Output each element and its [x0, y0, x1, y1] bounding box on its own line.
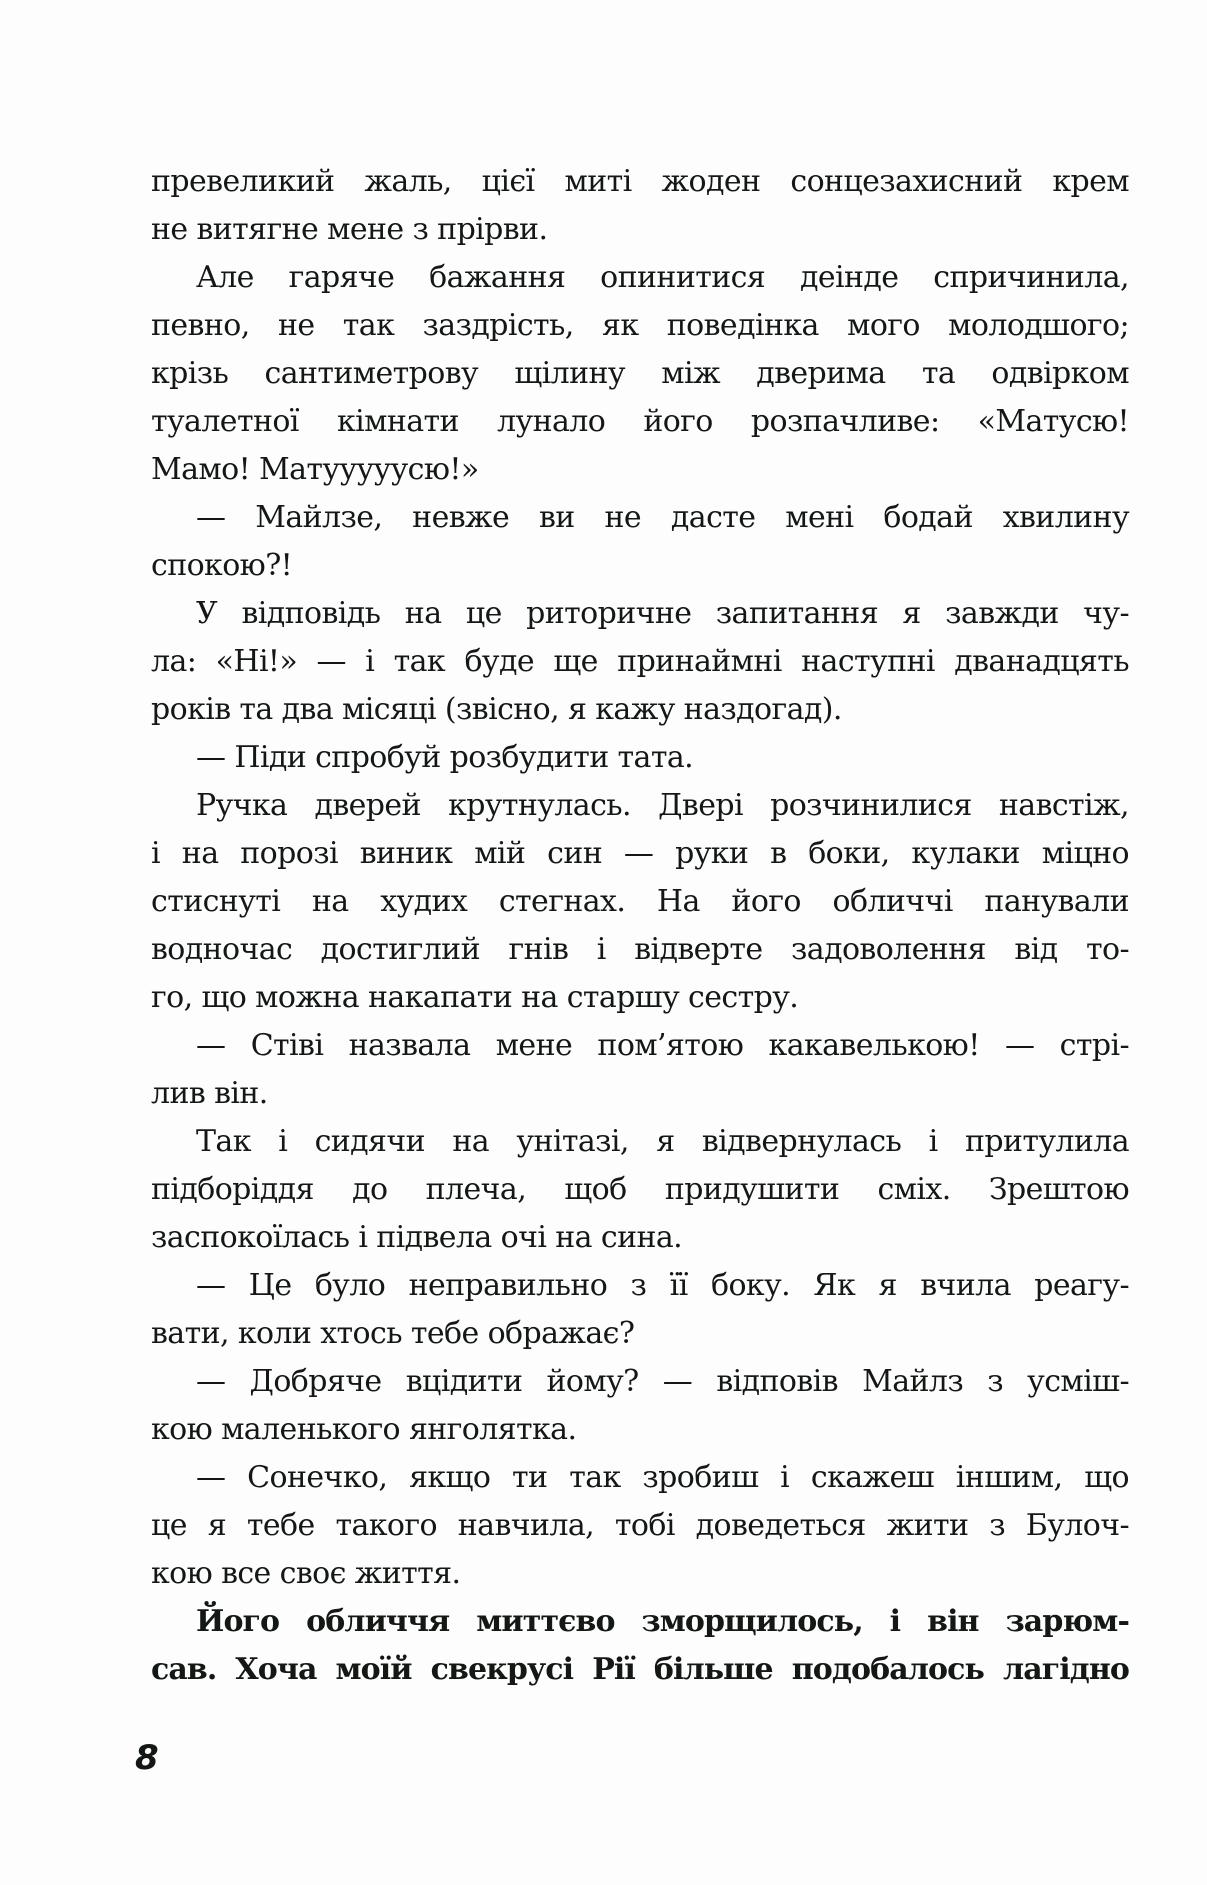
text-line: Мамо! Матууууусю!» — [151, 452, 479, 487]
text-line: не витягне мене з прірви. — [151, 212, 548, 247]
text-line: лив він. — [151, 1076, 268, 1111]
text-line: ла: «Ні!» — і так буде ще принаймні наступні дванадцять — [151, 644, 1129, 679]
text-line: сав. Хоча моїй свекрусі Рії більше подобалось лагідно — [151, 1652, 1129, 1687]
text-line: туалетної кімнати лунало його розпачливе: «Матусю! — [151, 404, 1129, 439]
text-line: і на порозі виник мій син — руки в боки, кулаки міцно — [151, 836, 1129, 871]
text-line: років та два місяці (звісно, я кажу наздогад). — [151, 692, 842, 727]
text-line: вати, коли хтось тебе ображає? — [151, 1316, 635, 1351]
dialogue-line: — Це було неправильно з її боку. Як я вчила реагу- — [196, 1268, 1129, 1303]
text-line: заспокоїлась і підвела очі на сина. — [151, 1220, 683, 1255]
text-line: спокою?! — [151, 548, 293, 583]
text-line: крізь сантиметрову щілину між дверима та одвірком — [151, 356, 1129, 391]
text-line: кою маленького янголятка. — [151, 1412, 577, 1447]
text-line: превеликий жаль, цієї миті жоден сонцезахисний крем — [151, 164, 1129, 199]
dialogue-line: — Добряче вцідити йому? — відповів Майлз з усміш- — [196, 1364, 1129, 1399]
paragraph-start-line: Так і сидячи на унітазі, я відвернулась і притулила — [196, 1124, 1129, 1159]
text-line: це я тебе такого навчила, тобі доведеться жити з Булоч- — [151, 1508, 1129, 1543]
dialogue-line: — Сонечко, якщо ти так зробиш і скажеш іншим, що — [196, 1460, 1129, 1495]
text-line: стиснуті на худих стегнах. На його обличчі панували — [151, 884, 1129, 919]
dialogue-line: — Піди спробуй розбудити тата. — [196, 740, 694, 775]
page-number: 8 — [135, 1738, 159, 1778]
paragraph-start-line: Ручка дверей крутнулась. Двері розчинилися навстіж, — [196, 788, 1129, 823]
paragraph-start-line: Його обличчя миттєво зморщилось, і він зарюм- — [196, 1604, 1129, 1639]
paragraph-start-line: Але гаряче бажання опинитися деінде спричинила, — [196, 260, 1129, 295]
text-line: певно, не так заздрість, як поведінка мого молодшого; — [151, 308, 1129, 343]
text-line: водночас достиглий гнів і відверте задоволення від то- — [151, 932, 1129, 967]
text-line: кою все своє життя. — [151, 1556, 461, 1591]
paragraph-start-line: У відповідь на це риторичне запитання я завжди чу- — [196, 596, 1129, 631]
text-line: підборіддя до плеча, щоб придушити сміх. Зрештою — [151, 1172, 1129, 1207]
dialogue-line: — Майлзе, невже ви не дасте мені бодай хвилину — [196, 500, 1129, 535]
dialogue-line: — Стіві назвала мене пом’ятою какавелькою! — стрі- — [196, 1028, 1129, 1063]
text-line: го, що можна накапати на старшу сестру. — [151, 980, 799, 1015]
